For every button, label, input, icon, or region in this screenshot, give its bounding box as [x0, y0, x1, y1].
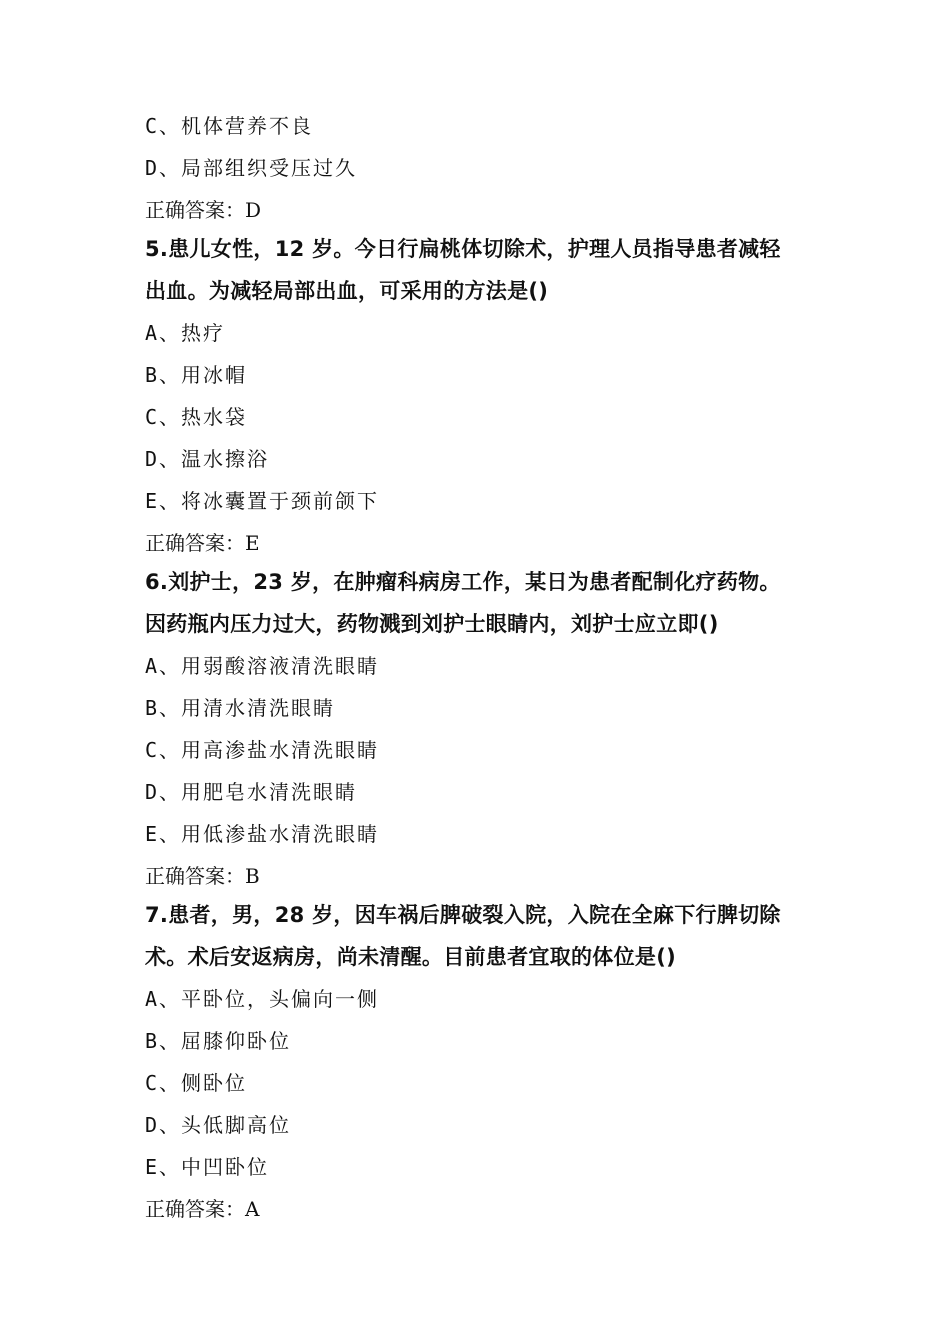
option-line: C、热水袋: [145, 405, 248, 429]
option-line: B、用冰帽: [145, 363, 248, 387]
option-line: D、温水擦浴: [145, 447, 270, 471]
answer-line: 正确答案：D: [145, 198, 262, 222]
question-line: 5.患儿女性，12 岁。今日行扁桃体切除术，护理人员指导患者减轻: [145, 237, 781, 261]
option-line: B、用清水清洗眼睛: [145, 696, 336, 720]
option-line: D、头低脚高位: [145, 1113, 292, 1137]
answer-line: 正确答案：E: [145, 531, 260, 555]
question-line: 术。术后安返病房，尚未清醒。目前患者宜取的体位是(): [145, 945, 676, 969]
option-line: E、用低渗盐水清洗眼睛: [145, 822, 380, 846]
option-line: A、平卧位，头偏向一侧: [145, 987, 380, 1011]
option-line: A、用弱酸溶液清洗眼睛: [145, 654, 380, 678]
answer-line: 正确答案：A: [145, 1197, 260, 1221]
question-line: 7.患者，男，28 岁，因车祸后脾破裂入院，入院在全麻下行脾切除: [145, 903, 781, 927]
option-line: D、用肥皂水清洗眼睛: [145, 780, 358, 804]
question-line: 6.刘护士，23 岁，在肿瘤科病房工作，某日为患者配制化疗药物。: [145, 570, 781, 594]
option-line: C、侧卧位: [145, 1071, 248, 1095]
question-line: 因药瓶内压力过大，药物溅到刘护士眼睛内，刘护士应立即(): [145, 612, 719, 636]
option-line: A、热疗: [145, 321, 226, 345]
option-line: D、局部组织受压过久: [145, 156, 358, 180]
answer-line: 正确答案：B: [145, 864, 260, 888]
option-line: E、将冰囊置于颈前颌下: [145, 489, 380, 513]
option-line: E、中凹卧位: [145, 1155, 270, 1179]
option-line: C、用高渗盐水清洗眼睛: [145, 738, 380, 762]
option-line: B、屈膝仰卧位: [145, 1029, 292, 1053]
question-line: 出血。为减轻局部出血，可采用的方法是(): [145, 279, 549, 303]
option-line: C、机体营养不良: [145, 114, 314, 138]
